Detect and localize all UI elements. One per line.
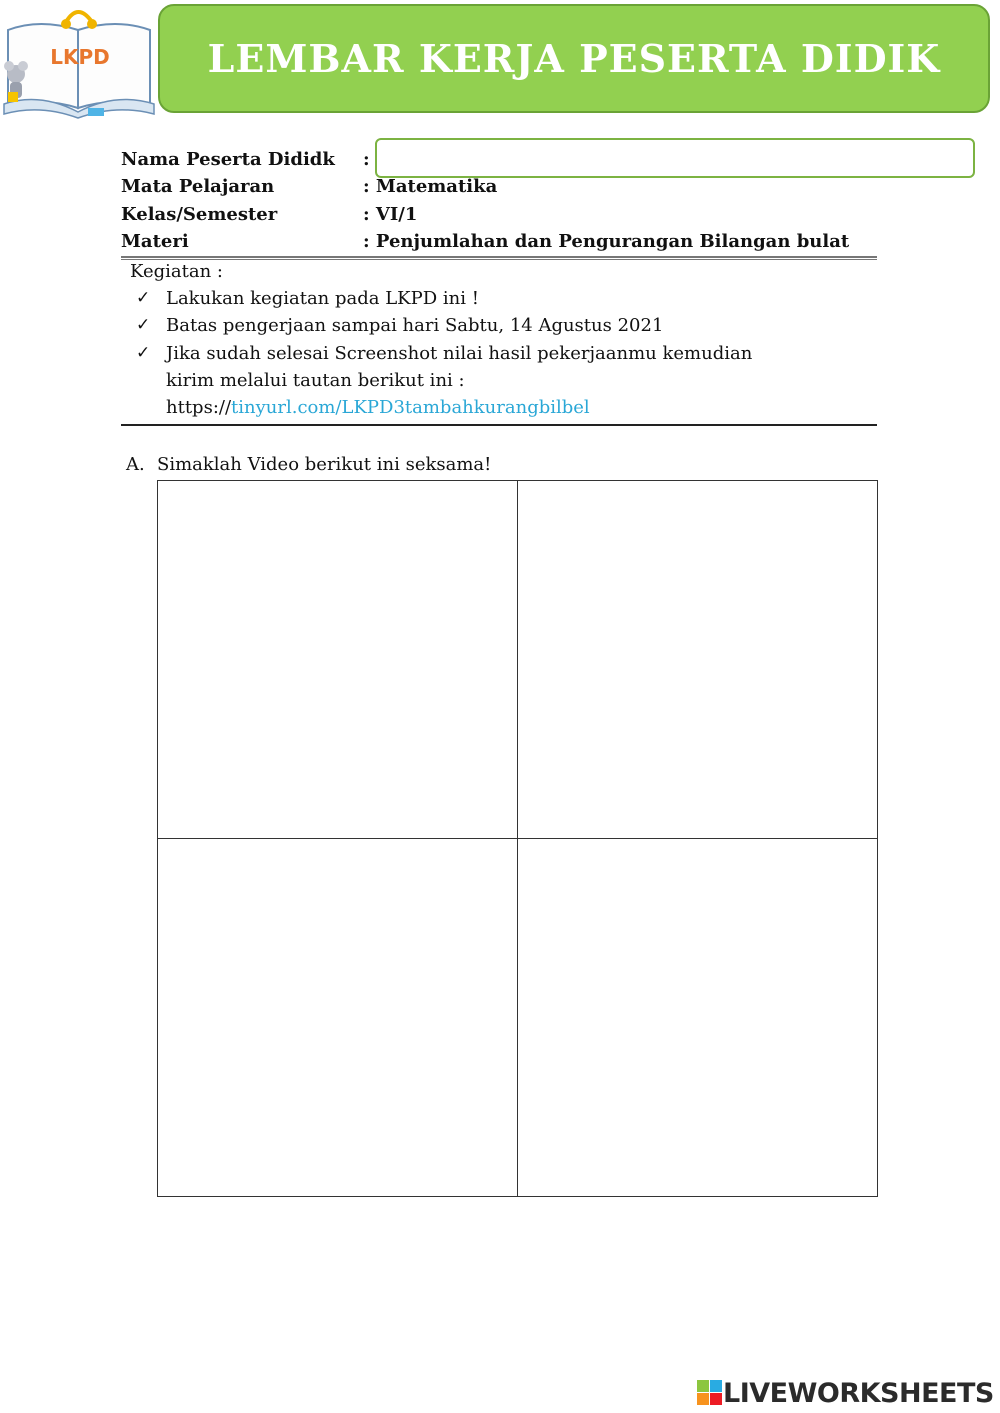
info-value: : xyxy=(363,149,370,170)
kegiatan-continuation: kirim melalui tautan berikut ini : xyxy=(166,370,465,391)
info-label: Materi xyxy=(121,231,189,252)
kegiatan-heading: Kegiatan : xyxy=(130,261,223,282)
info-value: : Penjumlahan dan Pengurangan Bilangan bulat xyxy=(363,231,850,252)
check-icon: ✓ xyxy=(136,288,151,308)
check-icon: ✓ xyxy=(136,315,151,335)
info-value: : Matematika xyxy=(363,176,498,197)
info-label: Kelas/Semester xyxy=(121,204,278,225)
kegiatan-item: Lakukan kegiatan pada LKPD ini ! xyxy=(166,288,479,309)
kegiatan-item: Batas pengerjaan sampai hari Sabtu, 14 Agustus 2021 xyxy=(166,315,664,336)
student-name-input[interactable] xyxy=(375,138,975,178)
info-label: Mata Pelajaran xyxy=(121,176,275,197)
submission-link[interactable]: tinyurl.com/LKPD3tambahkurangbilbel xyxy=(231,397,590,418)
divider xyxy=(121,256,877,260)
footer-brand: LIVEWORKSHEETS xyxy=(723,1377,994,1409)
info-label: Nama Peserta Dididk xyxy=(121,149,335,170)
video-slot-4[interactable] xyxy=(518,839,877,1196)
logo-text: LKPD xyxy=(50,45,110,69)
link-prefix: https:// xyxy=(166,397,232,418)
page-title: LEMBAR KERJA PESERTA DIDIK xyxy=(207,36,941,81)
video-grid xyxy=(157,480,878,1197)
video-slot-2[interactable] xyxy=(518,481,877,839)
section-a-instruction: Simaklah Video berikut ini seksama! xyxy=(157,454,492,475)
section-a-number: A. xyxy=(126,454,145,475)
info-value: : VI/1 xyxy=(363,204,418,225)
video-slot-1[interactable] xyxy=(158,481,518,839)
liveworksheets-logo xyxy=(697,1378,994,1408)
liveworksheets-badge-icon xyxy=(697,1380,723,1406)
divider xyxy=(121,424,877,426)
lkpd-book-logo xyxy=(0,0,158,122)
video-slot-3[interactable] xyxy=(158,839,518,1196)
submission-link-line xyxy=(166,397,590,419)
kegiatan-item: Jika sudah selesai Screenshot nilai hasil pekerjaanmu kemudian xyxy=(166,343,753,364)
title-banner xyxy=(158,4,990,113)
check-icon: ✓ xyxy=(136,343,151,363)
